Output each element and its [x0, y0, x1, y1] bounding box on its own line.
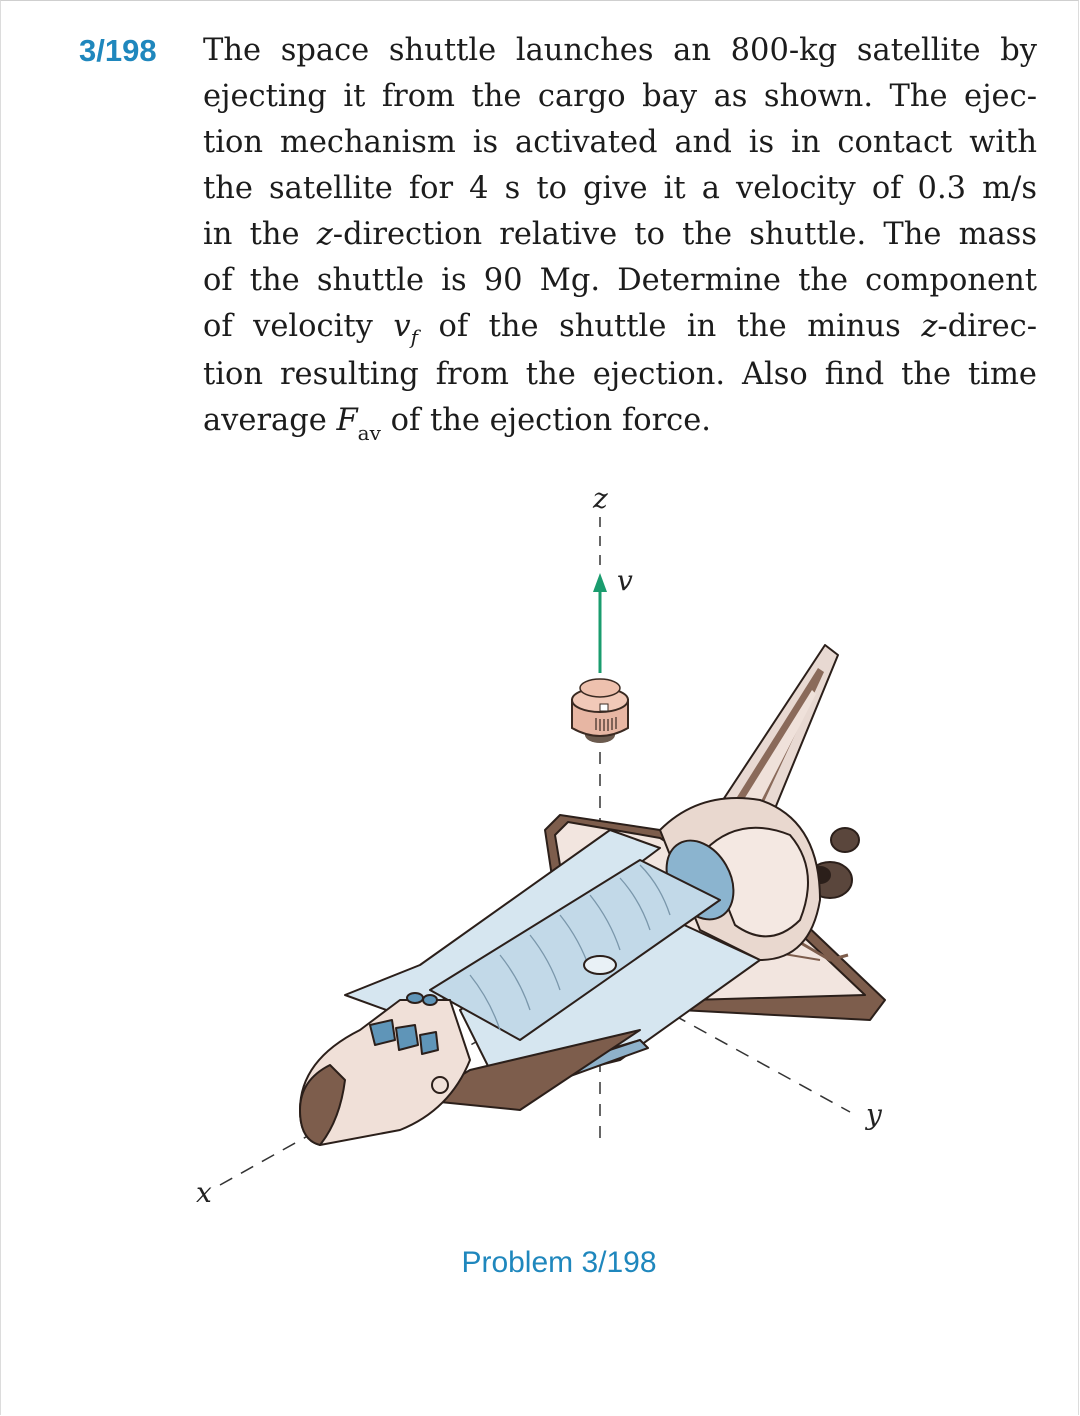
z-symbol: z	[316, 217, 333, 252]
velocity-label: v	[617, 564, 633, 597]
text-line: of velocity $v_f$ of the shuttle in the minus z-direc-	[203, 309, 1038, 349]
x-axis-label: x	[196, 1176, 212, 1209]
text-line: average $F_{av}$ of the ejection force.	[203, 403, 712, 445]
satellite	[572, 679, 628, 743]
velocity-subscript: f	[410, 325, 419, 349]
text-line: of the shuttle is 90 Mg. Determine the component	[203, 263, 1037, 298]
text-line: in the z-direction relative to the shuttle. The mass	[203, 217, 1037, 252]
y-axis-label: y	[866, 1098, 882, 1131]
z-axis-label: z	[593, 482, 608, 515]
text-line: tion resulting from the ejection. Also find the time	[203, 357, 1037, 392]
text-line: the satellite for 4 s to give it a velocity of 0.3 m/s	[203, 171, 1037, 206]
figure-caption: Problem 3/198	[461, 1246, 657, 1279]
force-subscript: av	[357, 421, 381, 445]
problem-statement	[203, 28, 1037, 446]
force-symbol: F	[336, 403, 358, 438]
velocity-arrow-head	[593, 573, 607, 592]
problem-number: 3/198	[79, 33, 157, 68]
text-line: The space shuttle launches an 800-kg satellite by	[203, 33, 1037, 68]
z-symbol: z	[921, 309, 938, 344]
text-line: tion mechanism is activated and is in contact with	[203, 125, 1037, 160]
velocity-symbol: v	[393, 309, 411, 344]
text-line: ejecting it from the cargo bay as shown. The ejec-	[203, 79, 1037, 114]
shuttle-figure	[0, 470, 1080, 1230]
